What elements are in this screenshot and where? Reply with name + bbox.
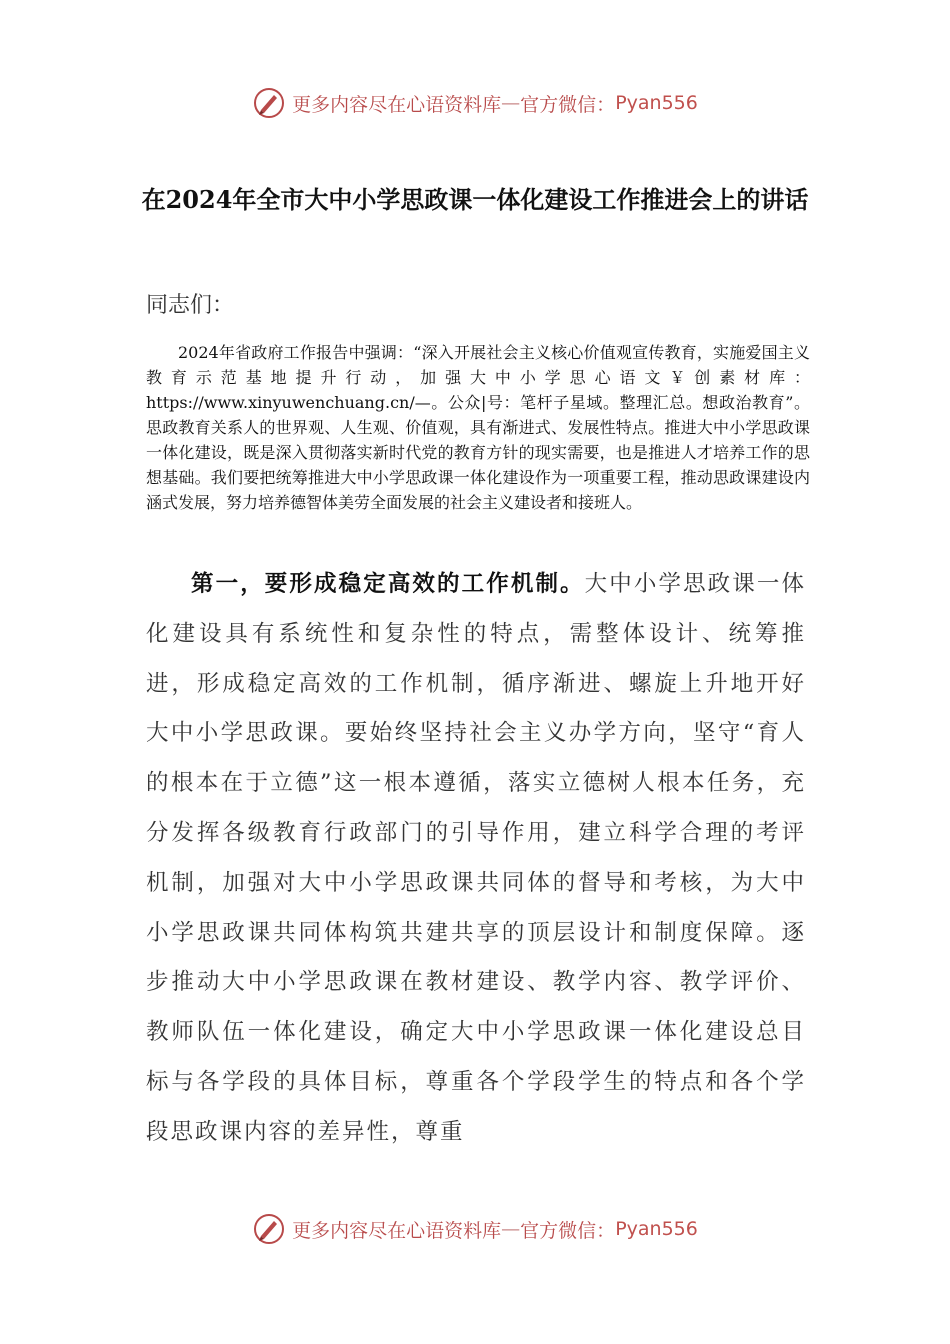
watermark-separator: — [501, 1218, 521, 1240]
greeting: 同志们： [146, 293, 235, 318]
section-1-paragraph [146, 560, 806, 1158]
watermark-account: Pyan556 [615, 92, 698, 114]
section-1-body: 大中小学思政课一体化建设具有系统性和复杂性的特点，需整体设计、统筹推进，形成稳定高效的工作机制，循序渐进、螺旋上升地开好大中小学思政课。要始终坚持社会主义办学方向，坚守“育人的根本在于立德”这一根本遵循，落实立德树人根本任务，充分发挥各级教育行政部门的引导作用，建立科学合理的考评机制，加强对大中小学思政课共同体的督导和考核，为大中小学思政课共同体构筑共建共享的顶层设计和制度保障。逐步推动大中小学思政课在教材建设、教学内容、教学评价、教师队伍一体化建设，确定大中小学思政课一体化建设总目标与各学段的具体目标，尊重各个学段学生的特点和各个学段思政课内容的差异性，尊重 [146, 571, 806, 1145]
pen-logo-icon [252, 1212, 286, 1246]
intro-paragraph: 2024年省政府工作报告中强调：“深入开展社会主义核心价值观宣传教育，实施爱国主义教育示范基地提升行动，加强大中小学思心语文￥创素材库：https://www.xinyuwenchuang.cn/—。公众|号：笔杆子星域。整理汇总。想政治教育”。思政教育关系人的世界观、人生观、价值观，具有渐进式、发展性特点。推进大中小学思政课一体化建设，既是深入贯彻落实新时代党的教育方针的现实需要，也是推进人才培养工作的思想基础。我们要把统筹推进大中小学思政课一体化建设作为一项重要工程，推动思政课建设内涵式发展，努力培养德智体美劳全面发展的社会主义建设者和接班人。 [146, 343, 810, 512]
document-title: 在2024年全市大中小学思政课一体化建设工作推进会上的讲话 [141, 185, 809, 214]
watermark-footer [0, 1212, 950, 1246]
watermark-brand: 更多内容尽在心语资料库 [292, 93, 502, 116]
watermark-brand: 更多内容尽在心语资料库 [292, 1219, 502, 1242]
watermark-account: Pyan556 [615, 1218, 698, 1240]
watermark-label: 官方微信： [520, 1219, 616, 1242]
watermark-label: 官方微信： [520, 93, 616, 116]
pen-logo-icon [252, 86, 286, 120]
watermark-header [0, 86, 950, 120]
watermark-separator: — [501, 92, 521, 114]
section-1-heading: 第一，要形成稳定高效的工作机制。 [191, 571, 585, 597]
